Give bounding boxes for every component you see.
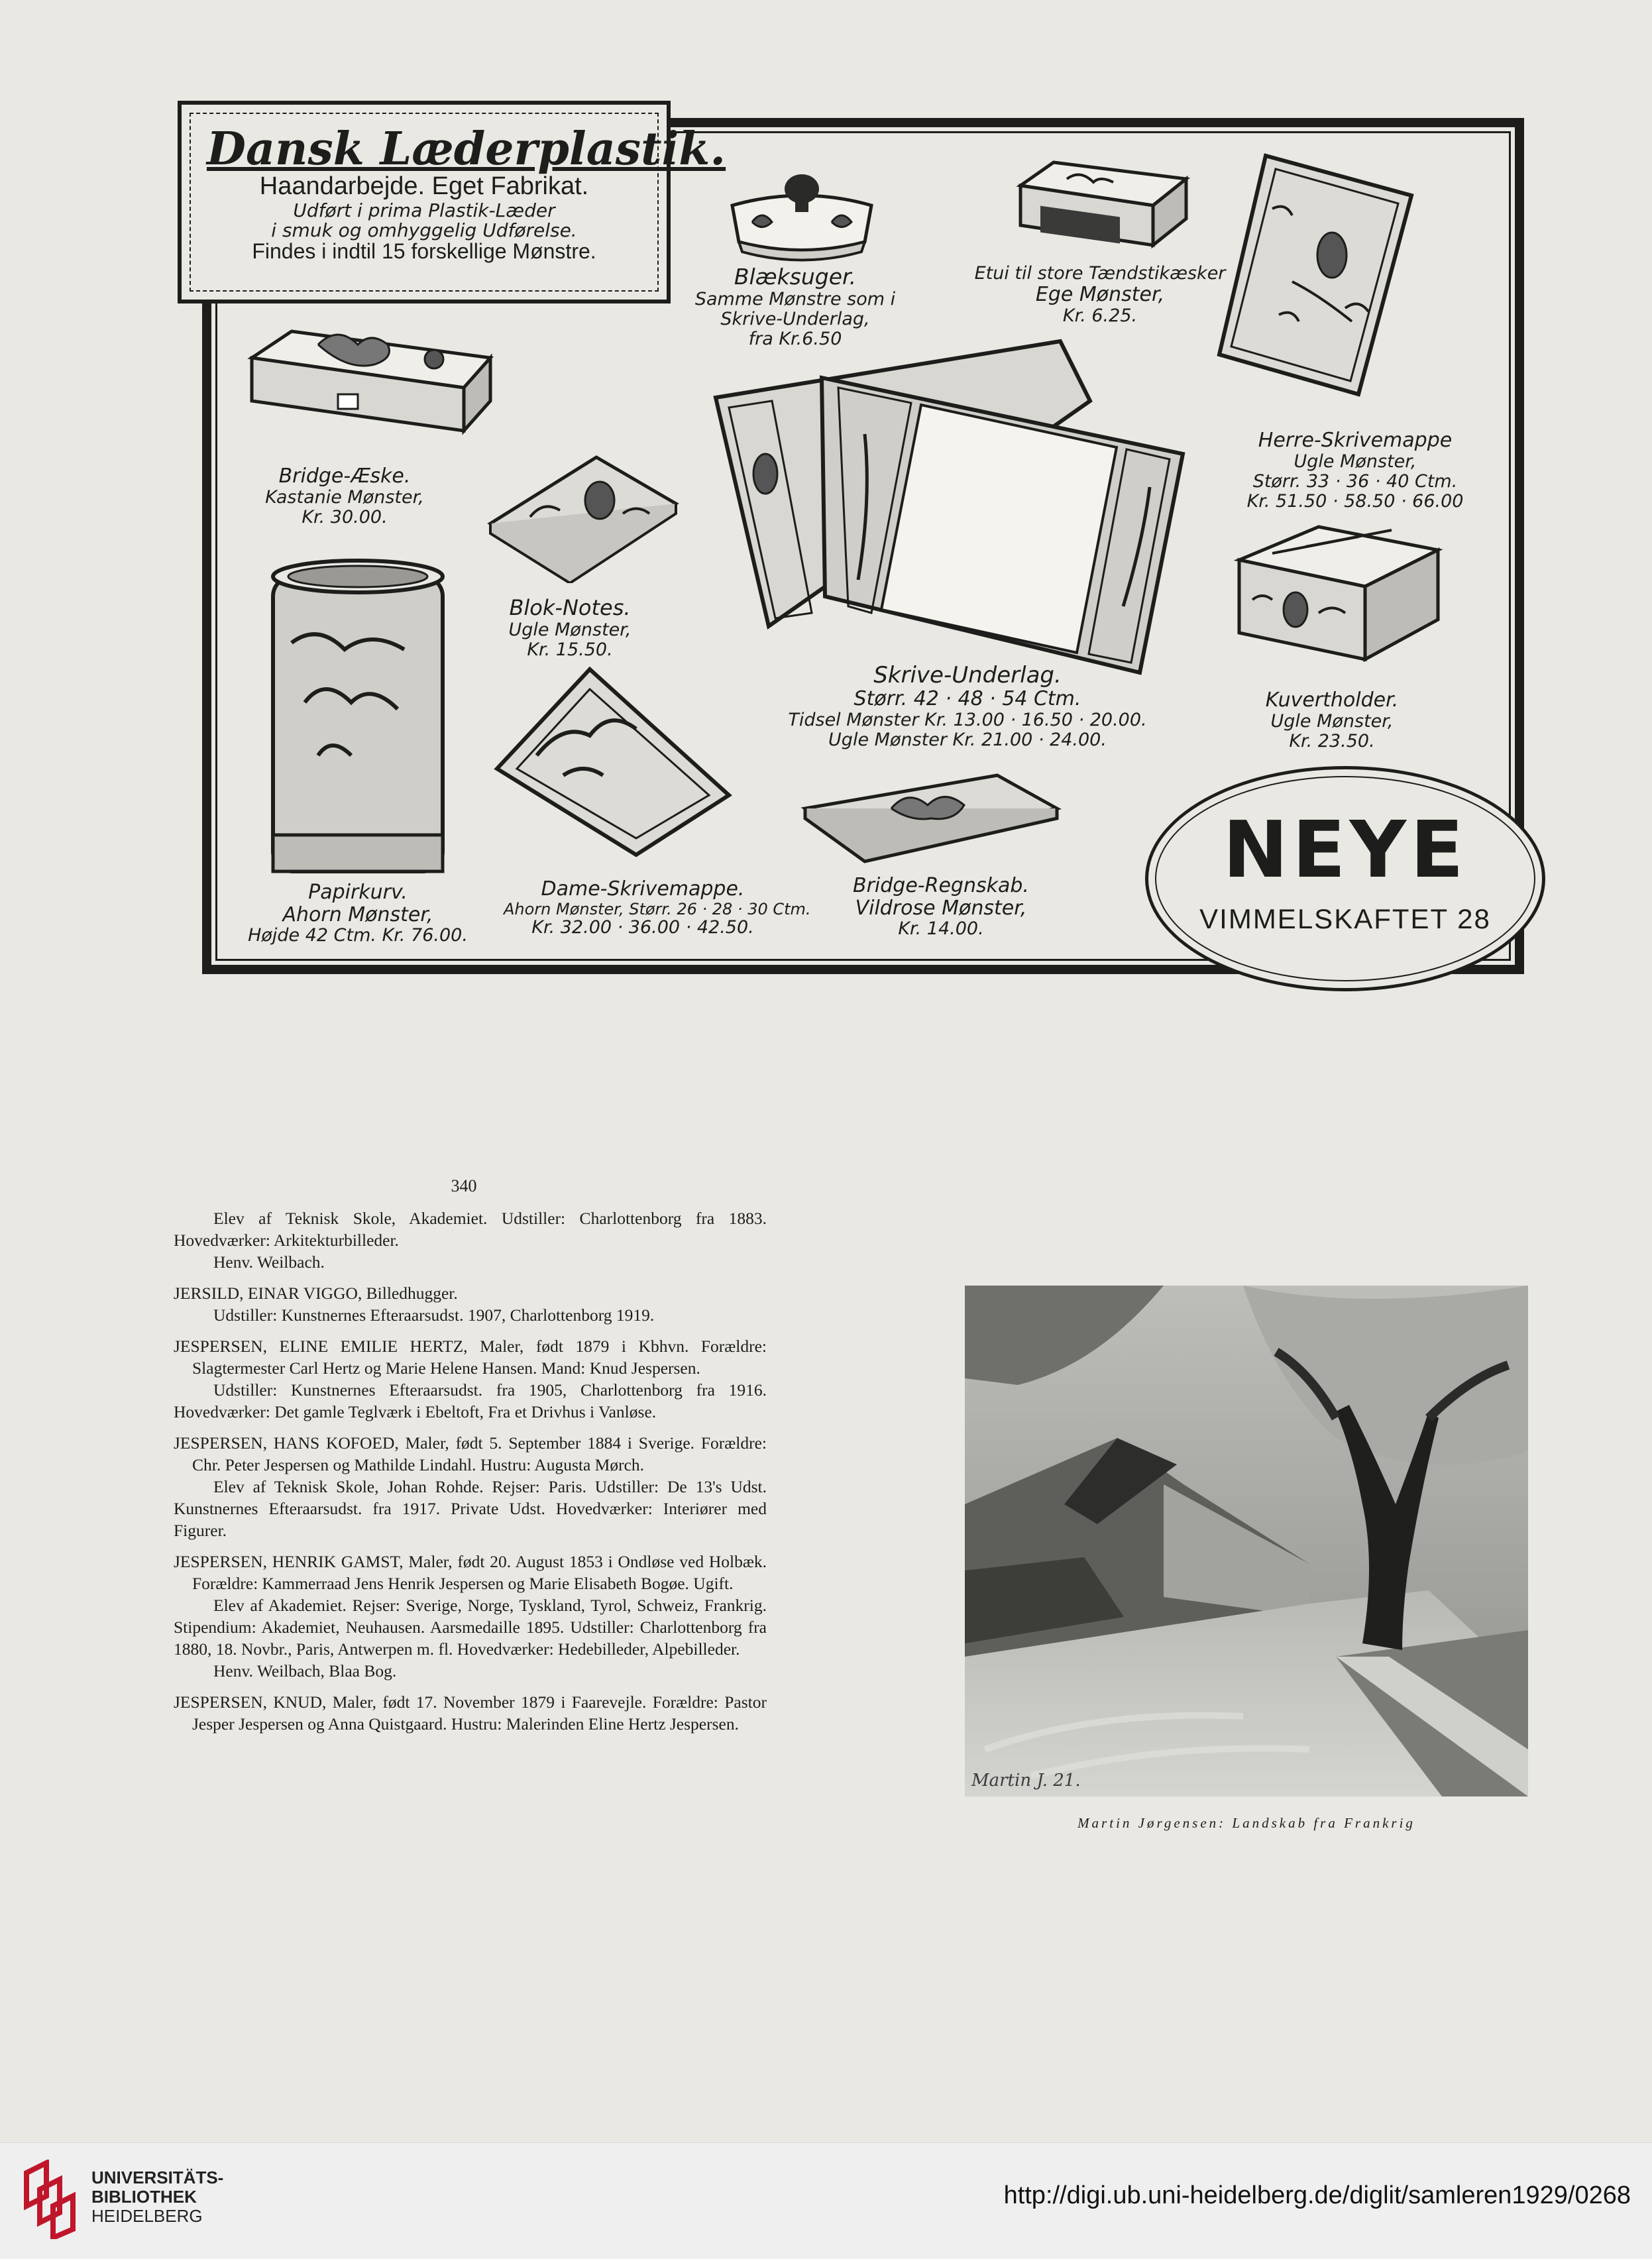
library-name-line-3: HEIDELBERG xyxy=(91,2206,203,2226)
library-name-line-1: UNIVERSITÄTS- xyxy=(91,2168,224,2187)
bridge-score-pad-name: Bridge-Regnskab. xyxy=(853,874,1029,897)
mens-writing-folder-prices: Kr. 51.50 · 58.50 · 66.00 xyxy=(1246,491,1464,512)
bridge-score-pad-illustration xyxy=(798,769,1064,881)
envelope-holder-illustration xyxy=(1233,514,1445,673)
matchbox-case-illustration xyxy=(1014,152,1193,258)
bridge-score-pad-pattern: Vildrose Mønster, xyxy=(855,896,1027,920)
page-number: 340 xyxy=(451,1176,477,1195)
desk-pad-caption xyxy=(775,663,1160,750)
brand-tagline: Haandarbejde. Eget Fabrikat. xyxy=(259,172,589,201)
biography-entry-heading: JESPERSEN, KNUD, Maler, født 17. November 1879 i Faarevejle. Forældre: Pastor Jesper Jespersen og Anna Quistgaard. Hustru: Malerinden Eline Hertz Jespersen. xyxy=(174,1692,767,1734)
notepad-name: Blok-Notes. xyxy=(509,595,631,620)
desk-pad-name: Skrive-Underlag. xyxy=(873,662,1062,689)
library-logo-icon xyxy=(20,2160,86,2239)
paragraph: Henv. Weilbach. xyxy=(213,1252,325,1272)
shop-logo-oval xyxy=(1145,766,1545,991)
ladies-writing-folder-illustration xyxy=(490,663,736,861)
bridge-score-pad-price: Kr. 14.00. xyxy=(898,918,984,940)
ladies-writing-folder-prices: Kr. 32.00 · 36.00 · 42.50. xyxy=(531,917,754,938)
desk-pad-sizes: Størr. 42 · 48 · 54 Ctm. xyxy=(854,687,1081,711)
bridge-box-illustration xyxy=(245,325,497,441)
bridge-box-name: Bridge-Æske. xyxy=(278,465,411,488)
library-name xyxy=(91,2168,223,2226)
brand-patterns-note: Findes i indtil 15 forskellige Mønstre. xyxy=(252,239,596,263)
bridge-box-pattern: Kastanie Mønster, xyxy=(265,486,424,508)
mens-writing-folder-caption xyxy=(1216,429,1494,512)
bridge-box-price: Kr. 30.00. xyxy=(302,506,388,527)
biography-entry-heading: JESPERSEN, ELINE EMILIE HERTZ, Maler, født 1879 i Kbhvn. Forældre: Slagtermester Carl Hertz og Marie Helene Hansen. Mand: Knud Jespersen. xyxy=(174,1337,767,1378)
notepad-caption xyxy=(497,596,643,660)
paragraph: Udstiller: Kunstnernes Efteraarsudst. 1907, Charlottenborg 1919. xyxy=(213,1305,655,1325)
painting-reproduction xyxy=(965,1286,1528,1796)
paragraph: Elev af Teknisk Skole, Johan Rohde. Rejser: Paris. Udstiller: De 13's Udst. Kunstnernes Efteraarsudst. fra 1917. Private Udst. Hovedværker: Interiører med Figurer. xyxy=(174,1477,767,1540)
brand-title: Dansk Læderplastik. xyxy=(207,123,726,176)
mens-writing-folder-name: Herre-Skrivemappe xyxy=(1258,429,1453,452)
envelope-holder-pattern: Ugle Mønster, xyxy=(1270,710,1394,732)
matchbox-case-caption xyxy=(961,264,1239,326)
envelope-holder-caption xyxy=(1233,689,1431,751)
shop-name-text: NEYE xyxy=(1223,804,1468,895)
desk-pad-illustration xyxy=(706,335,1196,679)
brand-description-1: Udført i prima Plastik-Læder xyxy=(293,199,555,222)
painting-signature: Martin J. 21. xyxy=(971,1771,1081,1791)
brand-box xyxy=(178,101,726,303)
biography-entry-heading: JESPERSEN, HANS KOFOED, Maler, født 5. September 1884 i Sverige. Forældre: Chr. Peter Jespersen og Mathilde Lindahl. Hustru: Augusta Mørch. xyxy=(174,1433,767,1474)
painting-caption: Martin Jørgensen: Landskab fra Frankrig xyxy=(1077,1815,1415,1831)
envelope-holder-price: Kr. 23.50. xyxy=(1289,730,1375,751)
paragraph: Elev af Akademiet. Rejser: Sverige, Norge, Tyskland, Tyrol, Schweiz, Frankrig. Stipendium: Akademiet, Neuhausen. Aarsmedaille 1895. Udstiller: Charlottenborg fra 1880, 18. Novbr., Paris, Antwerpen m. fl. Hovedværker: Hedebilleder, Alpebilleder. xyxy=(174,1596,767,1659)
library-footer xyxy=(0,2142,1652,2259)
blotter-detail-2: Skrive-Underlag, xyxy=(720,309,870,330)
shop-name xyxy=(1148,804,1542,895)
biography-entry-heading: JERSILD, EINAR VIGGO, Billedhugger. xyxy=(174,1284,458,1303)
ladies-writing-folder-name: Dame-Skrivemappe. xyxy=(541,877,745,901)
notepad-illustration xyxy=(484,451,683,583)
bridge-score-pad-caption xyxy=(835,875,1047,939)
wastebasket-pattern: Ahorn Mønster, xyxy=(282,903,433,926)
matchbox-case-price: Kr. 6.25. xyxy=(1062,305,1138,326)
brand-description-2: i smuk og omhyggelig Udførelse. xyxy=(271,219,577,241)
brand-box-inner-border xyxy=(190,113,726,292)
library-name-line-2: BIBLIOTHEK xyxy=(91,2187,197,2207)
bridge-box-caption xyxy=(252,465,437,527)
shop-address: VIMMELSKAFTET 28 xyxy=(1199,903,1491,934)
matchbox-case-pattern: Ege Mønster, xyxy=(1035,283,1165,307)
biography-column xyxy=(174,1207,767,1735)
desk-pad-thistle-prices: Tidsel Mønster Kr. 13.00 · 16.50 · 20.00. xyxy=(788,709,1147,730)
paragraph: Henv. Weilbach, Blaa Bog. xyxy=(213,1661,397,1680)
notepad-price: Kr. 15.50. xyxy=(527,639,613,661)
paragraph: Elev af Teknisk Skole, Akademiet. Udstiller: Charlottenborg fra 1883. Hovedværker: Arkitekturbilleder. xyxy=(174,1209,767,1250)
ladies-writing-folder-caption xyxy=(504,877,811,938)
mens-writing-folder-illustration xyxy=(1213,149,1418,401)
permalink-url[interactable]: http://digi.ub.uni-heidelberg.de/diglit/samleren1929/0268 xyxy=(1003,2181,1631,2209)
biography-entry-heading: JESPERSEN, HENRIK GAMST, Maler, født 20. August 1853 i Ondløse ved Holbæk. Forældre: Kammerraad Jens Henrik Jespersen og Marie Elisabeth Bogøe. Ugift. xyxy=(174,1552,767,1593)
blotter-name: Blæksuger. xyxy=(734,264,857,290)
blotter-detail-1: Samme Mønstre som i xyxy=(694,288,896,309)
painting-landscape xyxy=(965,1286,1528,1796)
matchbox-case-name: Etui til store Tændstikæsker xyxy=(974,263,1226,284)
wastebasket-name: Papirkurv. xyxy=(308,881,408,904)
notepad-pattern: Ugle Mønster, xyxy=(508,619,632,640)
paragraph: Udstiller: Kunstnernes Efteraarsudst. fra 1905, Charlottenborg fra 1916. Hovedværker: Det gamle Teglværk i Ebeltoft, Fra et Drivhus i Vanløse. xyxy=(174,1380,767,1421)
wastebasket-caption xyxy=(245,881,470,946)
desk-pad-owl-prices: Ugle Mønster Kr. 21.00 · 24.00. xyxy=(828,729,1107,750)
wastebasket-illustration xyxy=(265,557,451,888)
blotter-illustration xyxy=(722,159,881,272)
blotter-price: fra Kr.6.50 xyxy=(748,329,842,350)
wastebasket-height-price: Højde 42 Ctm. Kr. 76.00. xyxy=(248,925,468,946)
ladies-writing-folder-sizes: Ahorn Mønster, Størr. 26 · 28 · 30 Ctm. xyxy=(504,899,811,918)
mens-writing-folder-sizes: Størr. 33 · 36 · 40 Ctm. xyxy=(1252,470,1458,492)
envelope-holder-name: Kuvertholder. xyxy=(1265,689,1399,712)
mens-writing-folder-pattern: Ugle Mønster, xyxy=(1294,451,1417,472)
